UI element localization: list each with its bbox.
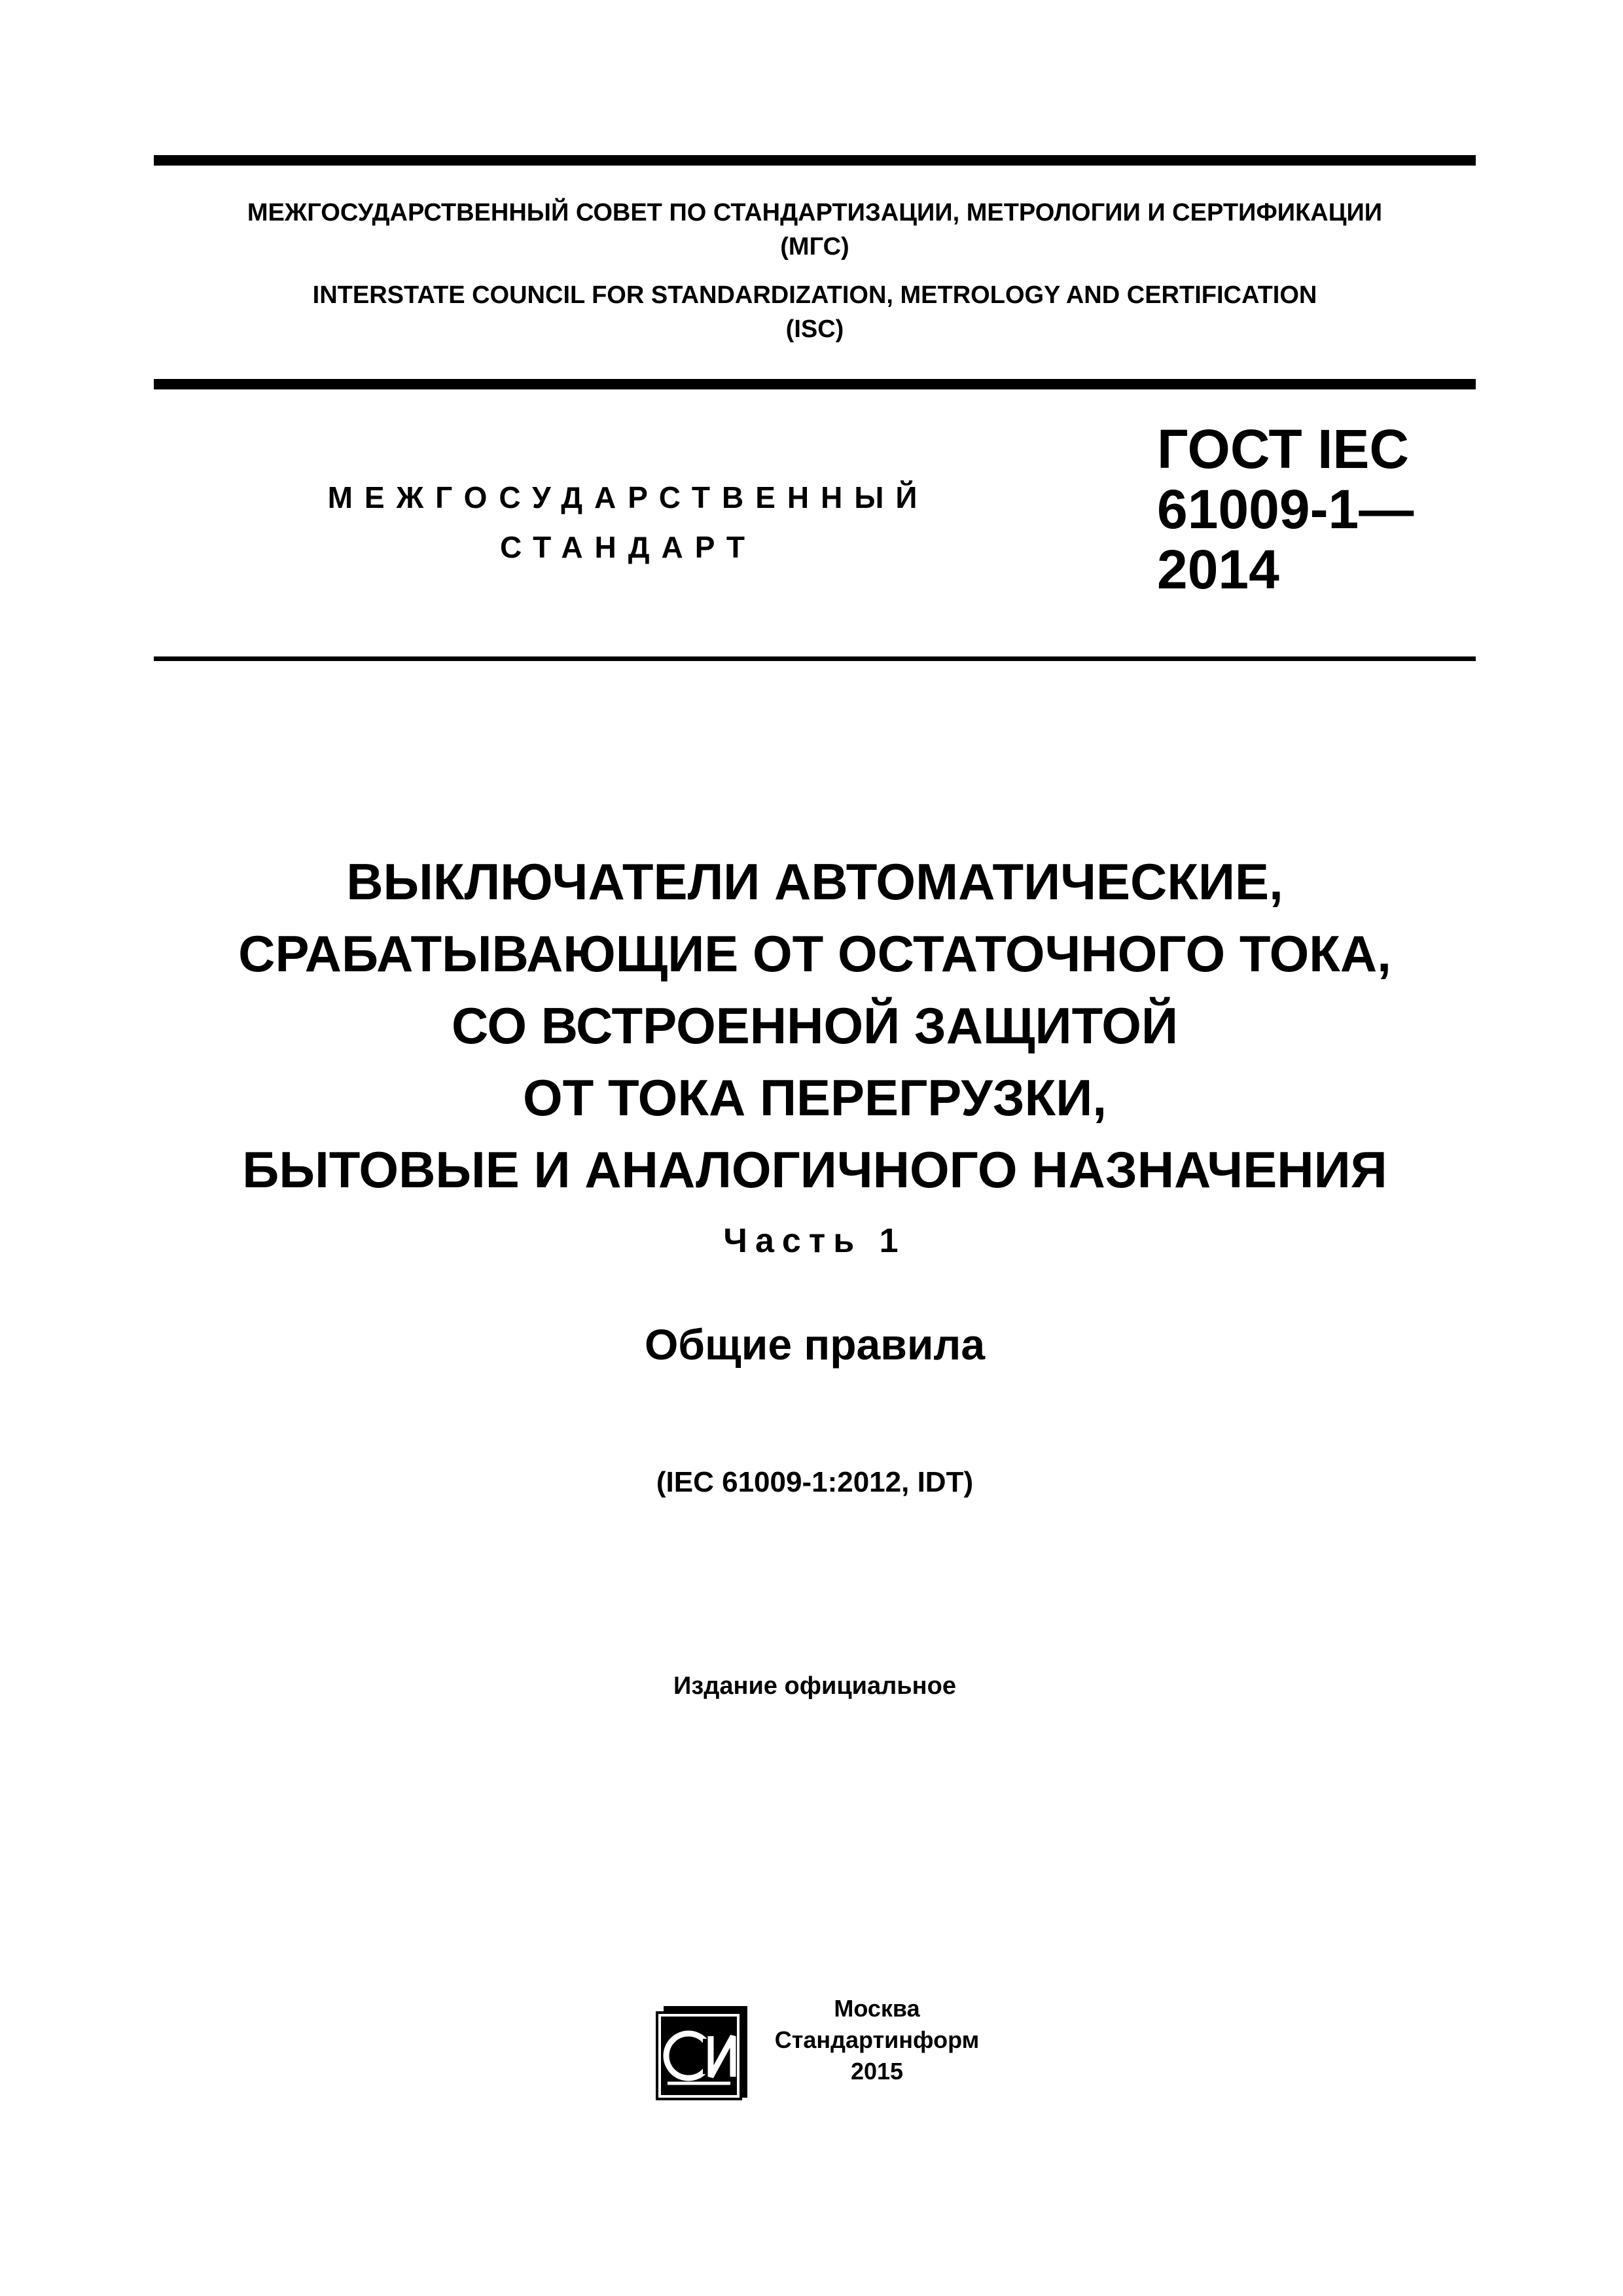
title-line-4: ОТ ТОКА ПЕРЕГРУЗКИ, [522,1069,1107,1126]
title-line-3: СО ВСТРОЕННОЙ ЗАЩИТОЙ [451,997,1179,1054]
title-line-1: ВЫКЛЮЧАТЕЛИ АВТОМАТИЧЕСКИЕ, [346,853,1283,910]
document-title [154,846,1476,1206]
publisher-city: Москва [834,1995,920,2022]
council-en-block [154,278,1476,346]
edition-note: Издание официальное [673,1672,956,1700]
part-number: Часть 1 [723,1222,906,1260]
top-rule [154,155,1476,166]
standard-year: 2014 [1157,539,1279,600]
council-en-name: INTERSTATE COUNCIL FOR STANDARDIZATION, METROLOGY AND CERTIFICATION [312,281,1317,309]
title-line-5: БЫТОВЫЕ И АНАЛОГИЧНОГО НАЗНАЧЕНИЯ [242,1141,1387,1198]
publisher-block [766,1993,988,2087]
council-ru-name: МЕЖГОСУДАРСТВЕННЫЙ СОВЕТ ПО СТАНДАРТИЗАЦИИ, МЕТРОЛОГИИ И СЕРТИФИКАЦИИ [247,199,1383,226]
publisher-name: Стандартинформ [774,2026,980,2053]
iec-reference: (IEC 61009-1:2012, IDT) [656,1466,974,1498]
document-subtitle: Общие правила [644,1320,986,1369]
standard-kind [308,473,949,572]
standard-number-line2: 61009-1— [1157,478,1414,540]
standard-number [1157,419,1458,600]
council-ru-block [154,196,1476,264]
bottom-rule [154,656,1476,661]
standard-number-line1: ГОСТ IEC [1157,418,1410,480]
standartinform-logo-icon [654,2000,753,2104]
publisher-year: 2015 [850,2058,904,2085]
title-line-2: СРАБАТЫВАЮЩИЕ ОТ ОСТАТОЧНОГО ТОКА, [238,925,1391,982]
council-ru-abbr: (МГС) [780,233,849,260]
middle-rule [154,379,1476,389]
standard-kind-line1: МЕЖГОСУДАРСТВЕННЫЙ [327,480,929,514]
council-en-abbr: (ISC) [785,315,844,343]
standard-kind-line2: СТАНДАРТ [500,530,757,564]
